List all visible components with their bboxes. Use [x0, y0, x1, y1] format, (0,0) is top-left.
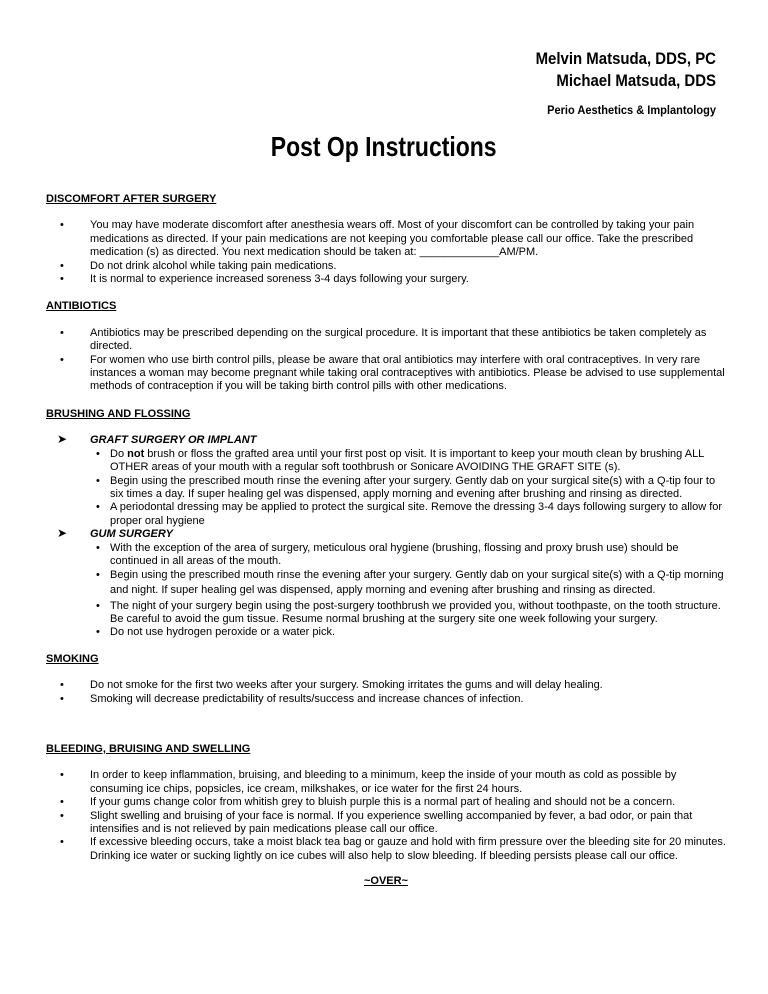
section-heading-discomfort: DISCOMFORT AFTER SURGERY — [46, 193, 217, 205]
smoking-list — [46, 679, 726, 706]
graft-surgery-item — [46, 434, 726, 528]
list-item: • Begin using the prescribed mouth rinse the evening after your surgery. Gently dab on your surgical site(s) with a Q-tip four to six times a day. If super healing gel was dispensed, apply morning and evening after brushing and rinsing as directed. — [90, 475, 726, 502]
gum-surgery-item — [46, 528, 726, 640]
list-item: • It is normal to experience increased soreness 3-4 days following your surgery. — [46, 273, 726, 286]
practice-name-1: Melvin Matsuda, DDS, PC — [535, 49, 716, 68]
section-heading-bleeding: BLEEDING, BRUISING AND SWELLING — [46, 742, 251, 755]
section-heading-brushing: BRUSHING AND FLOSSING — [46, 407, 191, 420]
bleeding-list — [46, 769, 726, 863]
gum-surgery-heading: GUM SURGERY — [90, 528, 173, 541]
brushing-list — [46, 434, 726, 639]
instructions-body — [46, 193, 726, 889]
list-item: • In order to keep inflammation, bruising, and bleeding to a minimum, keep the inside of your mouth as cold as possible by consuming ice chips, popsicles, ice cream, milkshakes, or ice water for the first 24 hours. — [46, 769, 726, 796]
list-item: • Do not smoke for the first two weeks after your surgery. Smoking irritates the gums and will delay healing. — [46, 679, 726, 692]
discomfort-list — [46, 219, 726, 286]
over-indicator: ~OVER~ — [363, 875, 409, 888]
graft-sub-list — [90, 448, 726, 528]
list-item: • You may have moderate discomfort after anesthesia wears off. Most of your discomfort can be controlled by taking your pain medications as directed. If your pain medications are not keeping you comfortable please call our office. Take the prescribed medication (s) as directed. You next medication should be taken at: _____________AM/PM. — [46, 219, 726, 259]
practice-header — [511, 48, 716, 118]
list-item: • If excessive bleeding occurs, take a moist black tea bag or gauze and hold with firm pressure over the bleeding site for 20 minutes. Drinking ice water or sucking lightly on ice cubes will also help to slow bleeding. If bleeding persists please call our office. — [46, 836, 726, 863]
page-title — [0, 129, 768, 165]
list-item: • The night of your surgery begin using the post-surgery toothbrush we provided you, without toothpaste, on the tooth structure. Be careful to avoid the gum tissue. Resume normal brushing at the surgery site one week following your surgery. — [90, 600, 726, 627]
practice-name-2: Michael Matsuda, DDS — [556, 71, 716, 90]
list-item: • If your gums change color from whitish grey to bluish purple this is a normal part of healing and should not be a concern. — [46, 796, 726, 809]
list-item: • Do not use hydrogen peroxide or a water pick. — [90, 626, 726, 639]
list-item: • Begin using the prescribed mouth rinse the evening after your surgery. Gently dab on your surgical site(s) with a Q-tip morning and night. If super healing gel was dispensed, apply morning and evening after brushing and rinsing as directed. — [90, 568, 726, 597]
graft-item1-pre: Do — [110, 447, 128, 460]
graft-item1-post: brush or floss the grafted area until your first post op visit. It is important to keep your mouth clean by brushing ALL OTHER areas of your mouth with a regular soft toothbrush or Sonicare AVOIDING THE GRAFT SITE (s). — [110, 447, 704, 474]
list-item: • Antibiotics may be prescribed depending on the surgical procedure. It is important that these antibiotics be taken completely as directed. — [46, 327, 726, 354]
list-item: • Do not drink alcohol while taking pain medications. — [46, 260, 726, 273]
list-item: • Smoking will decrease predictability of results/success and increase chances of infection. — [46, 693, 726, 706]
antibiotics-list — [46, 327, 726, 394]
list-item: • Slight swelling and bruising of your face is normal. If you experience swelling accompanied by fever, a bad odor, or pain that intensifies and is not relieved by pain medications please call our office. — [46, 810, 726, 837]
graft-item1-bold: not — [127, 447, 145, 460]
list-item: • For women who use birth control pills, please be aware that oral antibiotics may interfere with oral contraceptives. In very rare instances a woman may become pregnant while taking oral contraceptives with antibiotics. Please be advised to use supplemental methods of contraception if you will be taking birth control pills with other medications. — [46, 354, 726, 394]
list-item — [90, 448, 726, 475]
arrow-bullet-icon: ➤ — [57, 432, 68, 447]
gum-sub-list — [90, 542, 726, 640]
arrow-bullet-icon: ➤ — [57, 526, 68, 541]
list-item: • With the exception of the area of surgery, meticulous oral hygiene (brushing, flossing and proxy brush use) should be continued in all areas of the mouth. — [90, 542, 726, 569]
section-heading-antibiotics: ANTIBIOTICS — [46, 300, 117, 313]
practice-subtitle: Perio Aesthetics & Implantology — [547, 103, 716, 117]
section-heading-smoking: SMOKING — [46, 652, 99, 665]
graft-surgery-heading: GRAFT SURGERY OR IMPLANT — [90, 434, 257, 447]
page-title-text: Post Op Instructions — [271, 131, 497, 162]
list-item: • A periodontal dressing may be applied to protect the surgical site. Remove the dressing 3-4 days following surgery to allow for proper oral hygiene — [90, 501, 726, 528]
